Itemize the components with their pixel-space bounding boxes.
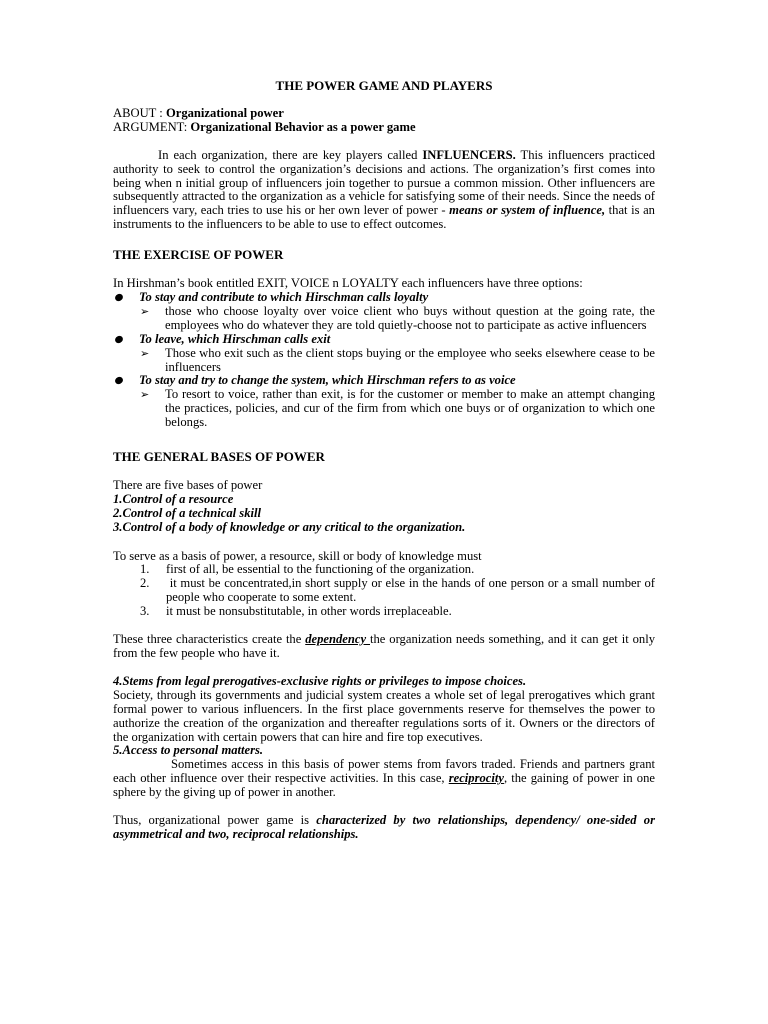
intro-text-3: that is an instruments to the influencers to be able to use to effect outcomes. — [113, 203, 655, 232]
bullet-icon — [114, 334, 124, 344]
about-label: ABOUT : — [113, 105, 166, 120]
criterion-3 — [113, 605, 655, 619]
arrow-bullet-icon: ➢ — [140, 346, 150, 360]
criterion-number: 1. — [140, 562, 150, 577]
document-body — [113, 78, 659, 842]
intro-means-term: means or system of influence, — [449, 203, 606, 218]
reciprocity-text-1: Sometimes access in this basis of power stems from favors traded. Friends and partners grant each other influence over their respective activities. In this case, — [113, 757, 655, 786]
base-item-1: 1.Control of a resource — [113, 491, 234, 506]
base-item-3: 3.Control of a body of knowledge or any critical to the organization. — [113, 519, 466, 534]
criterion-number: 2. — [140, 576, 150, 591]
option-loyalty — [113, 291, 655, 305]
argument-line — [113, 121, 655, 135]
bases-heading: THE GENERAL BASES OF POWER — [113, 449, 325, 465]
criterion-text: it must be concentrated,in short supply or else in the hands of one person or a small number of people who cooperate to some extent. — [166, 576, 659, 605]
base-item-5: 5.Access to personal matters. — [113, 743, 264, 758]
criterion-1 — [113, 563, 655, 577]
option-desc: To resort to voice, rather than exit, is for the customer or member to make an attempt changing the practices, policies, and cur of the firm from which one buys or of organization to which one belongs. — [165, 387, 655, 430]
dependency-paragraph — [113, 633, 655, 661]
conclusion-emphasis: characterized by two relationships, dependency/ one-sided or asymmetrical and two, reciprocal relationships. — [113, 813, 655, 841]
conclusion-paragraph — [113, 814, 655, 842]
criterion-text: it must be nonsubstitutable, in other words irreplaceable. — [166, 604, 452, 619]
reciprocity-term: reciprocity — [448, 771, 504, 786]
argument-value: Organizational Behavior as a power game — [190, 119, 416, 134]
about-line — [113, 107, 655, 121]
base-item-4: 4.Stems from legal prerogatives-exclusive rights or privileges to impose choices. — [113, 673, 527, 688]
arrow-bullet-icon: ➢ — [140, 304, 150, 318]
criterion-text: first of all, be essential to the functioning of the organization. — [166, 562, 475, 577]
criterion-number: 3. — [140, 604, 150, 619]
option-exit-detail — [113, 347, 655, 375]
serve-lead: To serve as a basis of power, a resource, skill or body of knowledge must — [113, 548, 482, 563]
bullet-icon — [114, 293, 124, 303]
intro-text-2: This influencers practiced authority to seek to control the organization’s decisions and actions. The organization’s first comes into being when n initial group of influencers join together to pursue a common mission. Other influencers are subsequently attracted to the organization as a vehicle for satisfying some of their needs. Since the needs of influencers vary, each tries to use his or her own lever of power - — [113, 147, 655, 218]
option-voice-detail — [113, 388, 655, 430]
bases-lead: There are five bases of power — [113, 477, 263, 492]
page-title: THE POWER GAME AND PLAYERS — [275, 78, 493, 93]
intro-influencers-term: INFLUENCERS. — [422, 147, 516, 162]
base-item-5-text — [113, 758, 655, 800]
option-title: To stay and contribute to which Hirschman calls loyalty — [139, 289, 429, 304]
option-desc: Those who exit such as the client stops buying or the employee who seeks elsewhere cease to be influencers — [165, 345, 655, 374]
arrow-bullet-icon: ➢ — [140, 388, 150, 402]
option-exit — [113, 333, 655, 347]
option-loyalty-detail — [113, 305, 655, 333]
bullet-icon — [114, 376, 124, 386]
exercise-heading: THE EXERCISE OF POWER — [113, 247, 284, 263]
dependency-text-2: the organization needs something, and it can get it only from the few people who have it. — [113, 632, 655, 660]
intro-paragraph — [113, 149, 655, 232]
argument-label: ARGUMENT: — [113, 119, 191, 134]
base-item-2: 2.Control of a technical skill — [113, 505, 261, 520]
reciprocity-text-2: , the gaining of power in one sphere by the giving up of power in another. — [113, 771, 655, 800]
option-title: To leave, which Hirschman calls exit — [139, 331, 331, 346]
dependency-term: dependency — [305, 632, 370, 647]
about-value: Organizational power — [165, 105, 284, 120]
conclusion-text: Thus, organizational power game is — [113, 813, 317, 828]
base-item-4-text: Society, through its governments and judicial system creates a whole set of legal prerogatives which grant formal power to various influencers. In the first place governments reserve for themselves the power to authorize the creation of the organization and thereafter regulations sorts of it. Owners or the directors of the organization with certain powers that can hire and fire top executives. — [113, 687, 655, 744]
dependency-text-1: These three characteristics create the — [113, 632, 306, 647]
exercise-lead: In Hirshman’s book entitled EXIT, VOICE n LOYALTY each influencers have three options: — [113, 276, 583, 291]
intro-text-1: In each organization, there are key players called — [158, 147, 423, 162]
option-desc: those who choose loyalty over voice client who buys without question at the going rate, the employees who do whatever they are told quietly-choose not to participate as active influencers — [165, 303, 655, 332]
option-voice — [113, 374, 655, 388]
option-title: To stay and try to change the system, which Hirschman refers to as voice — [139, 373, 516, 388]
criterion-2 — [113, 576, 659, 605]
